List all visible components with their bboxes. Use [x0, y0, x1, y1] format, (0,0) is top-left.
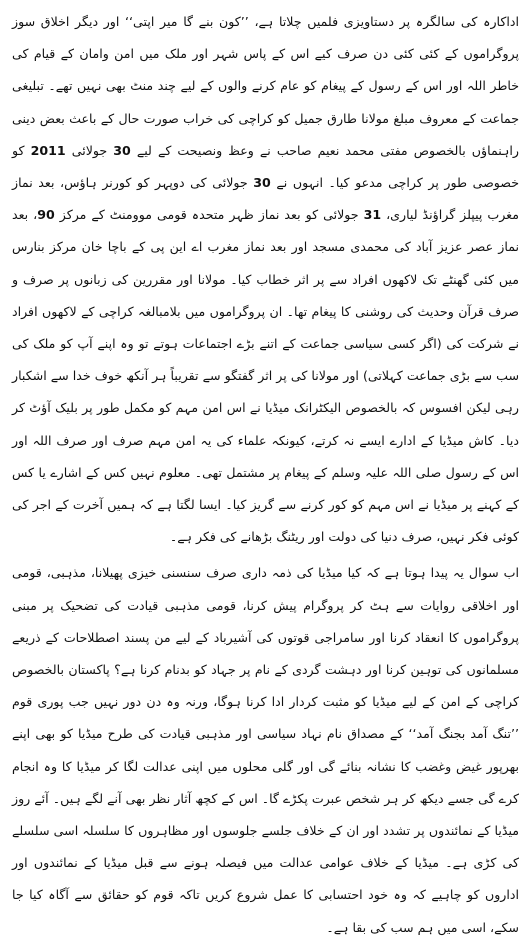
- markaz-number: 90: [37, 207, 55, 223]
- date-number: 31: [363, 207, 382, 223]
- date-number: 30: [253, 175, 271, 191]
- paragraph-text: جولائی کو بعد نماز ظہر متحدہ قومی موومنٹ کے مرکز: [54, 207, 364, 223]
- paragraph-text: کو خصوصی طور پر کراچی مدعو کیا۔ انہوں نے: [12, 142, 519, 191]
- paragraph-text: اداکارہ کی سالگرہ پر دستاویزی فلمیں چلاتا ہے، ’’کون بنے گا میر اپتی‘‘ اور دیگر اخلاق سوز پروگراموں کے کئی کئی دن صرف کیے اس کے پاس شہر اور ملک میں امن وامان کے قیام کی خاطر اللہ اور اس کے رسول کے پیغام کو عام کرنے والوں کے لیے چند منٹ بھی نہیں تھے۔ تبلیغی جماعت کے معروف مبلغ مولانا طارق جمیل کو کراچی کی خراب صورت حال کے باعث بعض دینی راہنماؤں بالخصوص مفتی محمد نعیم صاحب نے وعظ ونصیحت کے لیے: [12, 14, 519, 158]
- paragraph-text: ، بعد نماز عصر عزیز آباد کی محمدی مسجد اور بعد نماز مغرب اے این پی کے باچا خان مرکز بنارس میں کئی گھنٹے تک لاکھوں افراد سے پر اثر خطاب کیا۔ مولانا اور مقررین کی زبانوں پر صرف و صرف قرآن وحدیث کی روشنی کا پیغام تھا۔ ان پروگراموں میں بلامبالغہ کراچی کے لاکھوں افراد نے شرکت کی (اگر کسی سیاسی جماعت کے اتنے بڑے اجتماعات ہوتے تو وہ اپنے آپ کو ملک کی سب سے بڑی جماعت کہلاتی) اور مولانا کی پر اثر گفتگو سے تقریباً ہر آنکھ خوف خدا سے اشکبار رہی لیکن افسوس کہ بالخصوص الیکٹرانک میڈیا نے اس امن مہم کو مکمل طور پر بلیک آؤٹ کر دیا۔ کاش میڈیا کے ادارے ایسے نہ کرتے، کیونکہ علماء کی یہ امن مہم صرف اور صرف اللہ اور اس کے رسول صلی اللہ علیہ وسلم کے پیغام پر مشتمل تھی۔ معلوم نہیں کس کے اشارے یا کس کے کہنے پر میڈیا نے اس مہم کو کور کرنے سے گریز کیا۔ ایسا لگتا ہے کہ ہمیں آخرت کے اجر کی کوئی فکر نہیں، صرف دنیا کی دولت اور ریٹنگ بڑھانے کی فکر ہے۔: [12, 207, 519, 545]
- article-paragraph-1: [12, 6, 519, 553]
- paragraph-text: جولائی: [65, 142, 114, 158]
- date-number: 30: [113, 142, 131, 158]
- year-number: 2011: [30, 142, 66, 158]
- article-paragraph-2: اب سوال یہ پیدا ہوتا ہے کہ کیا میڈیا کی ذمہ داری صرف سنسنی خیزی پھیلانا، مذہبی، قومی اور اخلاقی روایات سے ہٹ کر پروگرام پیش کرنا، قومی مذہبی قیادت کی تضحیک پر مبنی پروگراموں کا انعقاد کرنا اور سامراجی قوتوں کی آشیرباد کے لیے من پسند اصطلاحات کے ذریعے مسلمانوں کی توہین کرنا اور دہشت گردی کے نام پر جہاد کو بدنام کرنا ہے؟ پاکستان بالخصوص کراچی کے امن کے لیے میڈیا کو مثبت کردار ادا کرنا ہوگا، ورنہ وہ دن دور نہیں جب پوری قوم ’’تنگ آمد بجنگ آمد‘‘ کے مصداق نام نہاد سیاسی اور مذہبی قیادت کی طرح میڈیا کو بھی اپنے بھرپور غیض وغضب کا نشانہ بنائے گی اور گلی محلوں میں اپنی عدالت لگا کر میڈیا کا وہ انجام کرے گی جسے دیکھ کر ہر شخص عبرت پکڑے گا۔ اس کے کچھ آثار نظر بھی آنے لگے ہیں۔ آئے روز میڈیا کے نمائندوں پر تشدد اور ان کے خلاف جلسے جلوسوں اور مظاہروں کا سلسلہ اسی سلسلے کی کڑی ہے۔ میڈیا کے خلاف عوامی عدالت میں فیصلہ ہونے سے قبل میڈیا کے نمائندوں اور اداروں کو چاہیے کہ وہ خود احتسابی کا عمل شروع کریں تاکہ قوم کو حقائق سے آگاہ کیا جا سکے، اسی میں ہم سب کی بقا ہے۔: [12, 565, 519, 935]
- paragraph-text: جولائی کی دوپہر کو کورنر ہاؤس، بعد نماز مغرب پیپلز گراؤنڈ لیاری،: [12, 175, 520, 223]
